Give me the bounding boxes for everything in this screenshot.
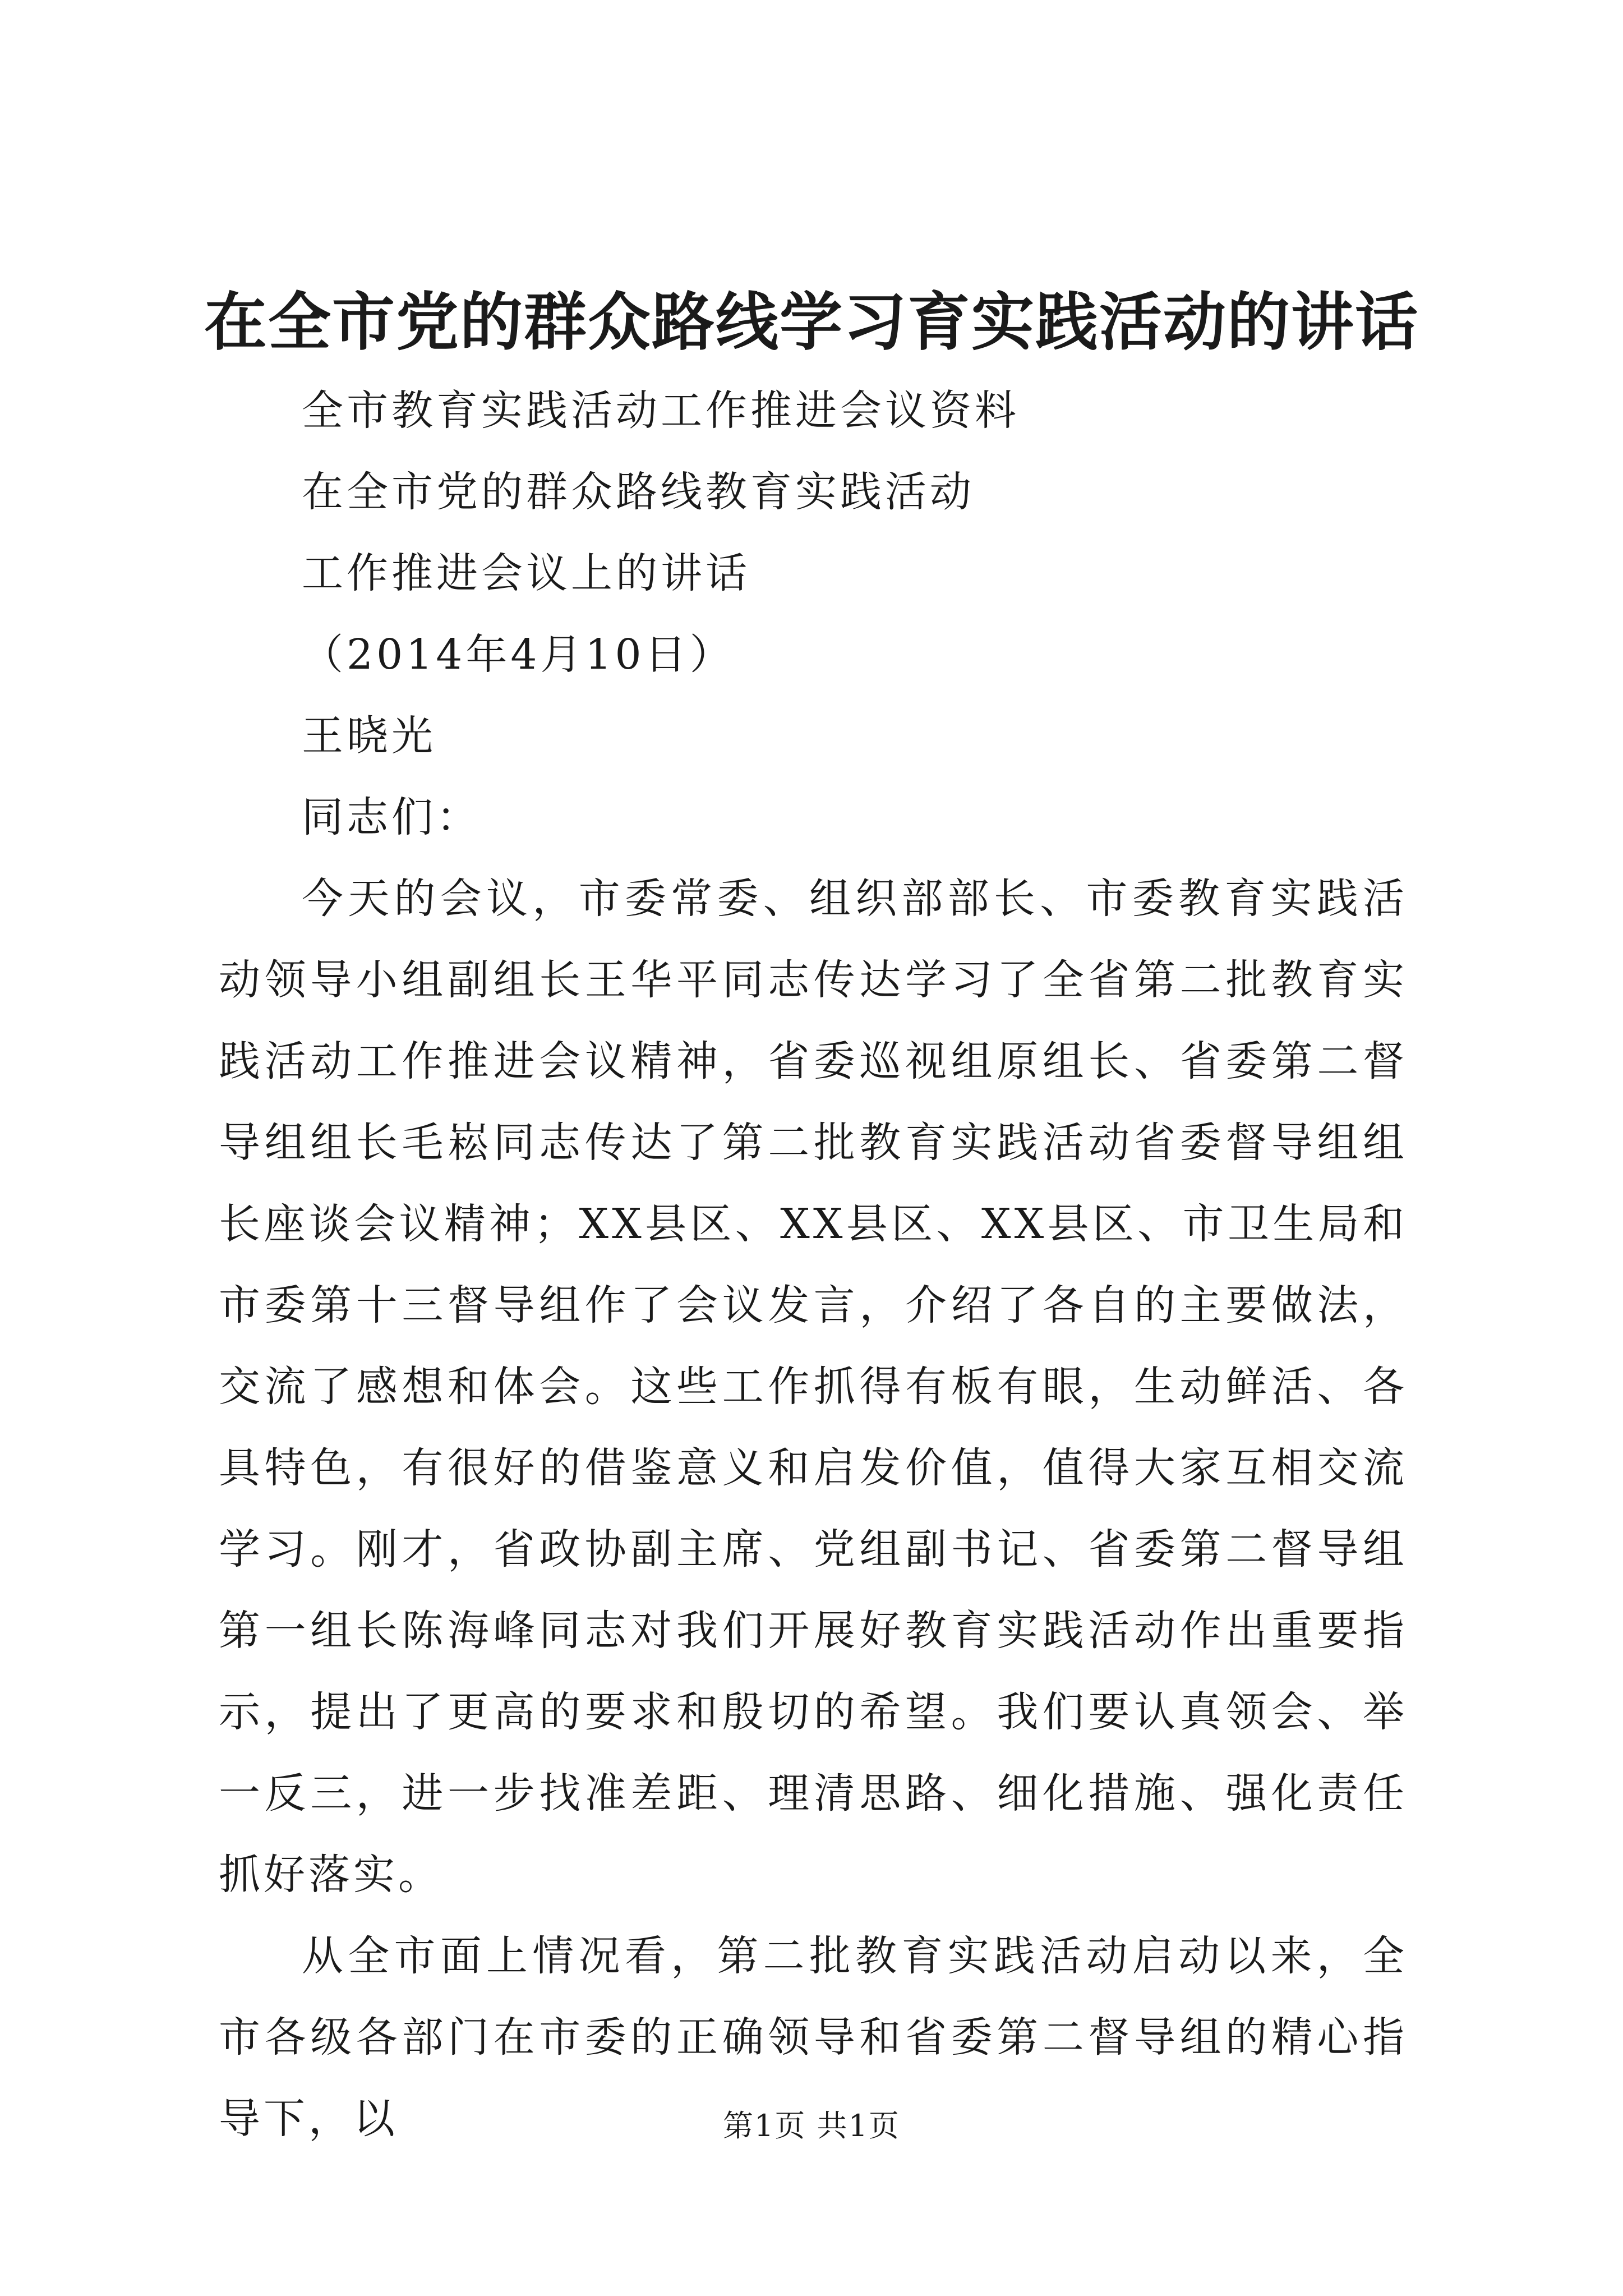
subtitle-line: 工作推进会议上的讲话 — [302, 549, 750, 597]
subtitle-line: 全市教育实践活动工作推进会议资料 — [302, 386, 1020, 435]
document-title: 在全市党的群众路线学习育实践活动的讲话 — [204, 286, 1419, 359]
subtitle-line: 在全市党的群众路线教育实践活动 — [302, 468, 975, 516]
document-body — [219, 370, 1408, 2160]
salutation-line: 同志们： — [302, 793, 481, 841]
page-footer: 第1页 共1页 — [723, 2108, 900, 2143]
body-paragraph: 从全市面上情况看，第二批教育实践活动启动以来，全市各级各部门在市委的正确领导和省委第二督导组的精心指导下，以 — [219, 1932, 1408, 2143]
date-line: （2014年4月10日） — [302, 631, 735, 679]
body-paragraph: 今天的会议，市委常委、组织部部长、市委教育实践活动领导小组副组长王华平同志传达学习了全省第二批教育实践活动工作推进会议精神，省委巡视组原组长、省委第二督导组组长毛崧同志传达了第二批教育实践活动省委督导组组长座谈会议精神；XX县区、XX县区、XX县区、市卫生局和市委第十三督导组作了会议发言，介绍了各自的主要做法，交流了感想和体会。这些工作抓得有板有眼，生动鲜活、各具特色，有很好的借鉴意义和启发价值，值得大家互相交流学习。刚才，省政协副主席、党组副书记、省委第二督导组第一组长陈海峰同志对我们开展好教育实践活动作出重要指示，提出了更高的要求和殷切的希望。我们要认真领会、举一反三，进一步找准差距、理清思路、细化措施、强化责任抓好落实。 — [219, 875, 1408, 1899]
author-line: 王晓光 — [302, 712, 436, 760]
